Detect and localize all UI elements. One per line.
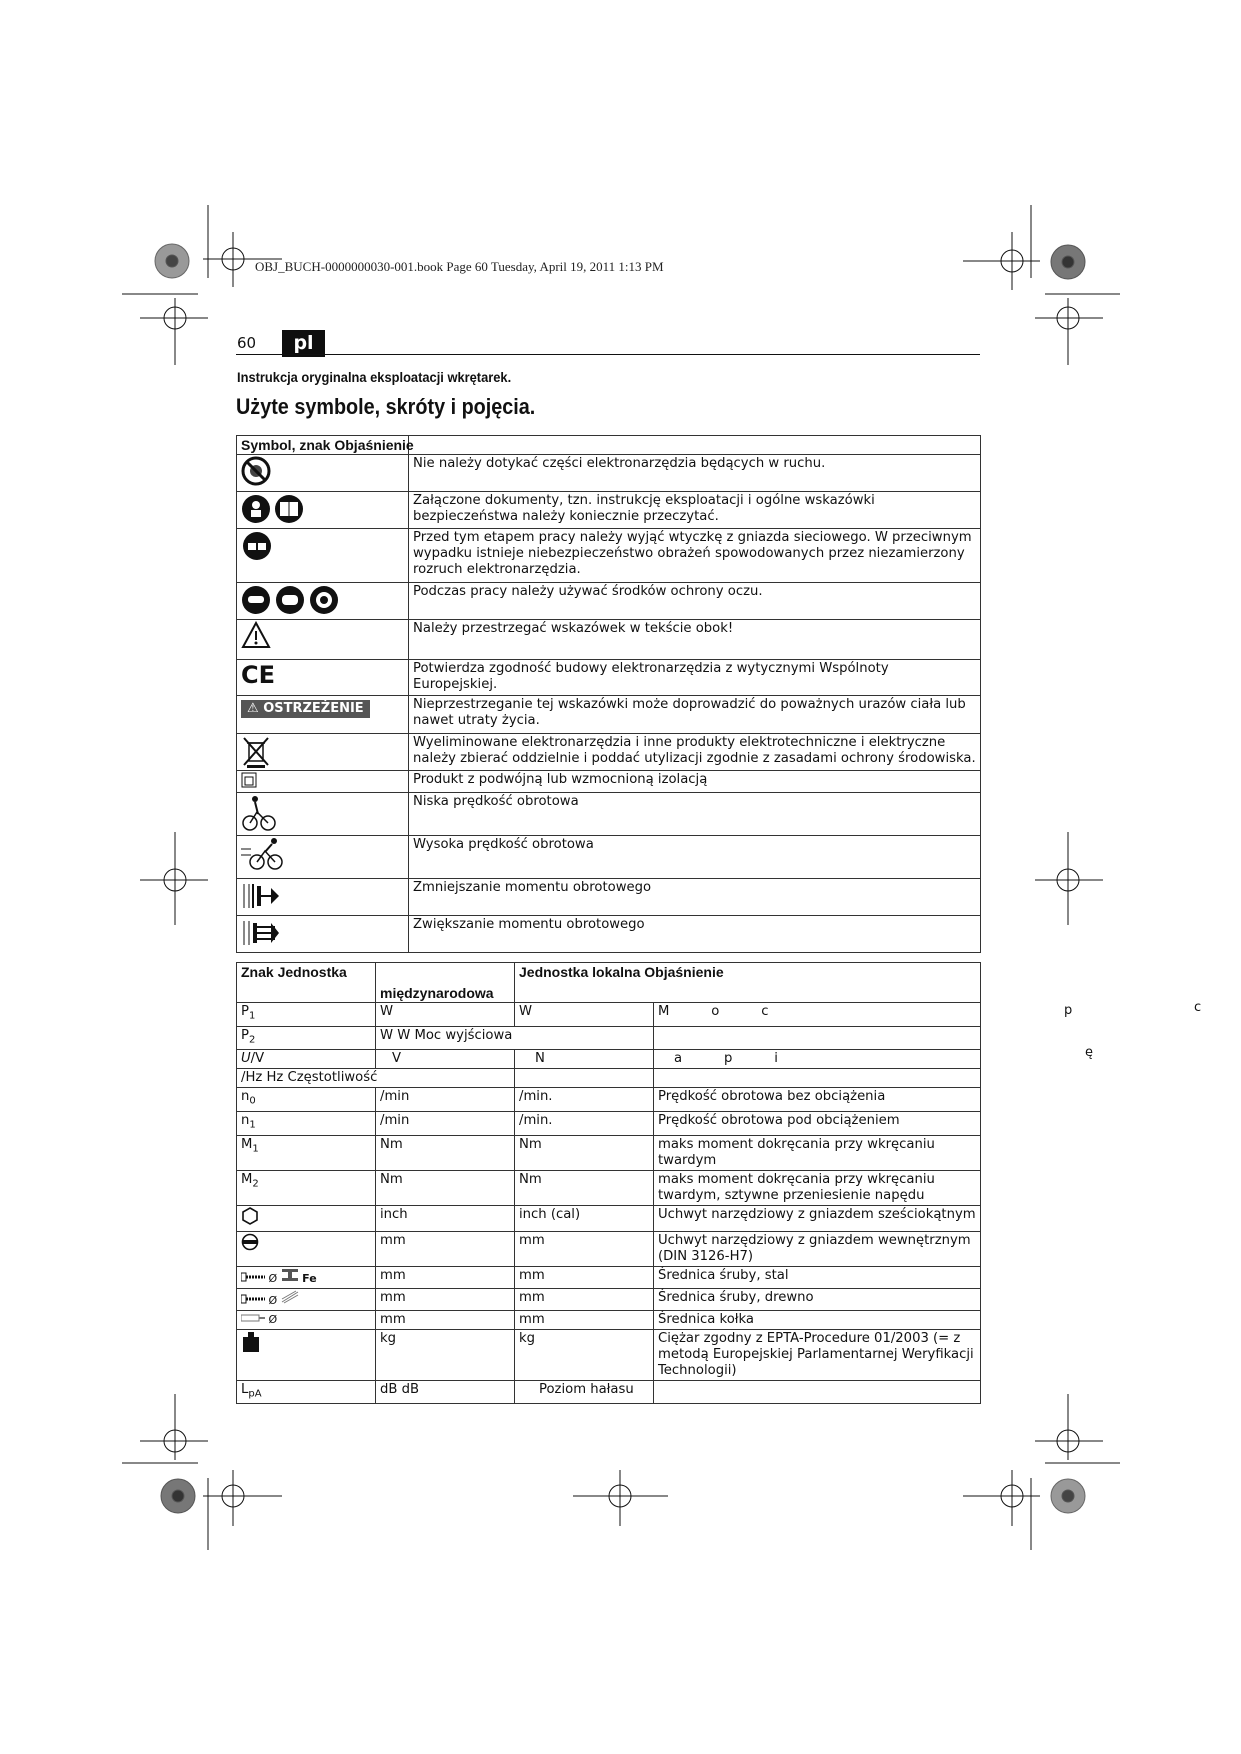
- table-row: [237, 1205, 981, 1231]
- unit-sign-sub: 0: [249, 1095, 256, 1107]
- unit-sign: P: [241, 1004, 249, 1019]
- high-speed-icon: [241, 837, 285, 871]
- symbol-desc: Należy przestrzegać wskazówek w tekście obok!: [409, 620, 981, 660]
- unit-intl: mm: [376, 1231, 515, 1266]
- table-row: [237, 583, 981, 620]
- symbol-desc: Nieprzestrzeganie tej wskazówki może doprowadzić do poważnych urazów ciała lub nawet utraty życia.: [409, 696, 981, 734]
- hex-chuck-icon: [241, 1207, 259, 1225]
- unit-local: W: [515, 1003, 654, 1027]
- table-row: [237, 492, 981, 529]
- unit-local: mm: [515, 1231, 654, 1266]
- unit-intl: mm: [376, 1266, 515, 1288]
- unit-desc: Średnica śruby, stal: [654, 1266, 981, 1288]
- table-row: [237, 529, 981, 583]
- crosshair-left-lower: [140, 1394, 208, 1460]
- language-badge: pl: [282, 330, 325, 357]
- unit-sign: n: [241, 1089, 250, 1105]
- double-insulation-icon: [241, 772, 257, 788]
- symbol-desc: Zwiększanie momentu obrotowego: [409, 916, 981, 953]
- table-row: [237, 1170, 981, 1205]
- unit-sign: M: [241, 1136, 253, 1152]
- table-row: [237, 836, 981, 879]
- diameter-symbol: Ø: [268, 1293, 278, 1307]
- symbol-desc: Niska prędkość obrotowa: [409, 793, 981, 836]
- unit-local: inch (cal): [515, 1205, 654, 1231]
- screw-steel-icon: [241, 1272, 265, 1282]
- stray-glyph-p: p: [1064, 1003, 1073, 1018]
- crossed-bin-icon: [241, 735, 271, 769]
- crosshair-bottom-right: [963, 1470, 1040, 1526]
- units-table-header: [237, 963, 981, 1003]
- rosette-top-left: [155, 244, 189, 278]
- table-row: [237, 1310, 981, 1329]
- table-row: [237, 771, 981, 793]
- steel-beam-icon: [281, 1268, 299, 1282]
- fe-label: Fe: [302, 1271, 317, 1285]
- unit-local: mm: [515, 1266, 654, 1288]
- stray-glyph-e: ę: [1085, 1045, 1093, 1060]
- units-header-local: Jednostka lokalna Objaśnienie: [515, 963, 981, 1003]
- unit-sign: P: [241, 1027, 249, 1043]
- crosshair-bottom-center: [573, 1470, 668, 1526]
- symbol-desc: Produkt z podwójną lub wzmocnioną izolacją: [409, 771, 981, 793]
- symbol-desc: Wyeliminowane elektronarzędzia i inne produkty elektrotechniczne i elektryczne należy zbierać oddzielnie i poddać utylizacji zgodnie z zasadami ochrony środowiska.: [409, 734, 981, 771]
- unit-desc: [654, 1380, 981, 1404]
- unit-desc: [654, 1026, 981, 1050]
- unit-desc: Ciężar zgodny z EPTA-Procedure 01/2003 (= z metodą Europejskiej Parlamentarnej Weryfikacji Technologii): [654, 1329, 981, 1380]
- unit-desc: Średnica kołka: [654, 1310, 981, 1329]
- unit-desc: Prędkość obrotowa bez obciążenia: [654, 1088, 981, 1112]
- table-row: [237, 793, 981, 836]
- unit-intl: /min: [376, 1088, 515, 1112]
- unit-sign-sub: 2: [252, 1178, 259, 1190]
- table-row: [237, 1003, 981, 1027]
- unit-sign: U: [241, 1051, 251, 1067]
- symbol-desc: Potwierdza zgodność budowy elektronarzędzia z wytycznymi Wspólnoty Europejskiej.: [409, 660, 981, 696]
- unit-desc: Uchwyt narzędziowy z gniazdem wewnętrznym (DIN 3126-H7): [654, 1231, 981, 1266]
- table-row: U/V V N a p i: [237, 1050, 981, 1069]
- no-touch-moving-parts-icon: [241, 456, 271, 486]
- unit-local: Nm: [515, 1135, 654, 1170]
- unit-sign-sub: pA: [248, 1388, 262, 1400]
- unit-sign: /Hz Hz Częstotliwość: [237, 1069, 515, 1088]
- ce-mark-icon: CE: [241, 661, 276, 689]
- unit-local: kg: [515, 1329, 654, 1380]
- crosshair-right-mid: [1035, 832, 1103, 925]
- section-title: Użyte symbole, skróty i pojęcia.: [236, 394, 536, 419]
- torque-decrease-icon: [241, 880, 281, 910]
- low-speed-icon: [241, 794, 277, 832]
- unit-intl: Nm: [376, 1135, 515, 1170]
- unit-desc: M o c: [654, 1003, 981, 1027]
- table-row: [237, 1288, 981, 1310]
- symbol-desc: Wysoka prędkość obrotowa: [409, 836, 981, 879]
- crosshair-bottom-left: [203, 1470, 282, 1526]
- table-row: [237, 455, 981, 492]
- wood-icon: [281, 1290, 299, 1304]
- units-header-intl: międzynarodowa: [376, 963, 515, 1003]
- units-table: [236, 962, 981, 1404]
- crosshair-left-upper: [140, 298, 208, 365]
- table-row: [237, 1088, 981, 1112]
- unit-intl: kg: [376, 1329, 515, 1380]
- dowel-icon: [241, 1313, 265, 1323]
- table-row: [237, 660, 981, 696]
- unit-intl: V: [376, 1050, 515, 1069]
- symbols-header-cell: Symbol, znak Objaśnienie: [237, 436, 409, 455]
- unit-desc: a p i: [654, 1050, 981, 1069]
- symbol-desc: Przed tym etapem pracy należy wyjąć wtyczkę z gniazda sieciowego. W przeciwnym wypadku istnieje niebezpieczeństwo obrażeń spowodowanych przez niezamierzony rozruch elektronarzędzia.: [409, 529, 981, 583]
- units-header-sign: Znak Jednostka: [237, 963, 376, 1003]
- unit-intl: Nm: [376, 1170, 515, 1205]
- unit-desc: Prędkość obrotowa pod obciążeniem: [654, 1111, 981, 1135]
- unit-desc: maks moment dokręcania przy wkręcaniu twardym: [654, 1135, 981, 1170]
- unit-intl: mm: [376, 1310, 515, 1329]
- table-row: [237, 1135, 981, 1170]
- crosshair-top-right: [963, 232, 1040, 290]
- unit-desc: Uchwyt narzędziowy z gniazdem sześciokątnym: [654, 1205, 981, 1231]
- diameter-symbol: Ø: [268, 1312, 278, 1326]
- print-header: OBJ_BUCH-0000000030-001.book Page 60 Tuesday, April 19, 2011 1:13 PM: [255, 259, 664, 274]
- rosette-top-right: [1051, 245, 1085, 279]
- unit-local: /min.: [515, 1111, 654, 1135]
- torque-increase-icon: [241, 917, 281, 947]
- symbols-header-spacer: [409, 436, 981, 455]
- unit-intl: dB dB: [376, 1380, 515, 1404]
- unit-intl: /min: [376, 1111, 515, 1135]
- table-row: [237, 1026, 981, 1050]
- read-manual-icon: [241, 493, 307, 525]
- unit-sign-sub: 1: [248, 1010, 256, 1022]
- table-row: [237, 1111, 981, 1135]
- table-row: [237, 734, 981, 771]
- table-row: [237, 1266, 981, 1288]
- diameter-symbol: Ø: [268, 1271, 278, 1285]
- symbols-table: [236, 435, 981, 953]
- table-row: [237, 1069, 981, 1088]
- screw-wood-icon: [241, 1294, 265, 1304]
- rosette-bottom-right: [1051, 1479, 1085, 1513]
- unit-local: mm: [515, 1310, 654, 1329]
- manual-subtitle: Instrukcja oryginalna eksploatacji wkrętarek.: [237, 369, 512, 385]
- unit-sign-sub: 2: [248, 1034, 256, 1046]
- stray-glyph-c: c: [1194, 1000, 1202, 1015]
- crosshair-left-mid: [140, 832, 208, 925]
- table-row: [237, 1231, 981, 1266]
- warning-badge-label: OSTRZEŻENIE: [263, 701, 364, 716]
- weight-icon: [241, 1331, 261, 1353]
- unplug-icon: [241, 530, 273, 562]
- unit-local: /min.: [515, 1088, 654, 1112]
- table-row: [237, 879, 981, 916]
- unit-local: N: [515, 1050, 654, 1069]
- crosshair-right-lower: [1035, 1394, 1103, 1460]
- internal-chuck-icon: [241, 1233, 259, 1251]
- unit-sign: L: [241, 1381, 249, 1397]
- symbol-desc: Załączone dokumenty, tzn. instrukcję eksploatacji i ogólne wskazówki bezpieczeństwa należy koniecznie przeczytać.: [409, 492, 981, 529]
- symbol-desc: Podczas pracy należy używać środków ochrony oczu.: [409, 583, 981, 620]
- unit-intl: W W Moc wyjściowa: [376, 1026, 654, 1050]
- symbols-table-header: [237, 436, 981, 455]
- page-number: 60: [237, 334, 257, 352]
- unit-desc: Średnica śruby, drewno: [654, 1288, 981, 1310]
- crosshair-right-upper: [1035, 298, 1103, 365]
- unit-local: Poziom hałasu: [515, 1380, 654, 1404]
- warning-badge-icon: ⚠ OSTRZEŻENIE: [241, 700, 370, 718]
- table-row: [237, 916, 981, 953]
- rosette-bottom-left: [161, 1479, 195, 1513]
- unit-local: Nm: [515, 1170, 654, 1205]
- unit-intl: inch: [376, 1205, 515, 1231]
- unit-intl: W: [376, 1003, 515, 1027]
- unit-sign: M: [241, 1171, 253, 1187]
- symbol-desc: Nie należy dotykać części elektronarzędzia będących w ruchu.: [409, 455, 981, 492]
- warning-triangle-icon: [241, 621, 271, 649]
- eye-protection-icon: [241, 584, 341, 616]
- unit-desc: maks moment dokręcania przy wkręcaniu twardym, sztywne przeniesienie napędu: [654, 1170, 981, 1205]
- symbol-desc: Zmniejszanie momentu obrotowego: [409, 879, 981, 916]
- unit-local: mm: [515, 1288, 654, 1310]
- unit-sign-sub: 1: [249, 1119, 256, 1131]
- unit-intl: mm: [376, 1288, 515, 1310]
- table-row: [237, 1380, 981, 1404]
- unit-sign: n: [241, 1112, 250, 1128]
- unit-sign-sub: 1: [252, 1143, 259, 1155]
- table-row: [237, 1329, 981, 1380]
- table-row: [237, 696, 981, 734]
- header-rule: [236, 354, 980, 355]
- table-row: [237, 620, 981, 660]
